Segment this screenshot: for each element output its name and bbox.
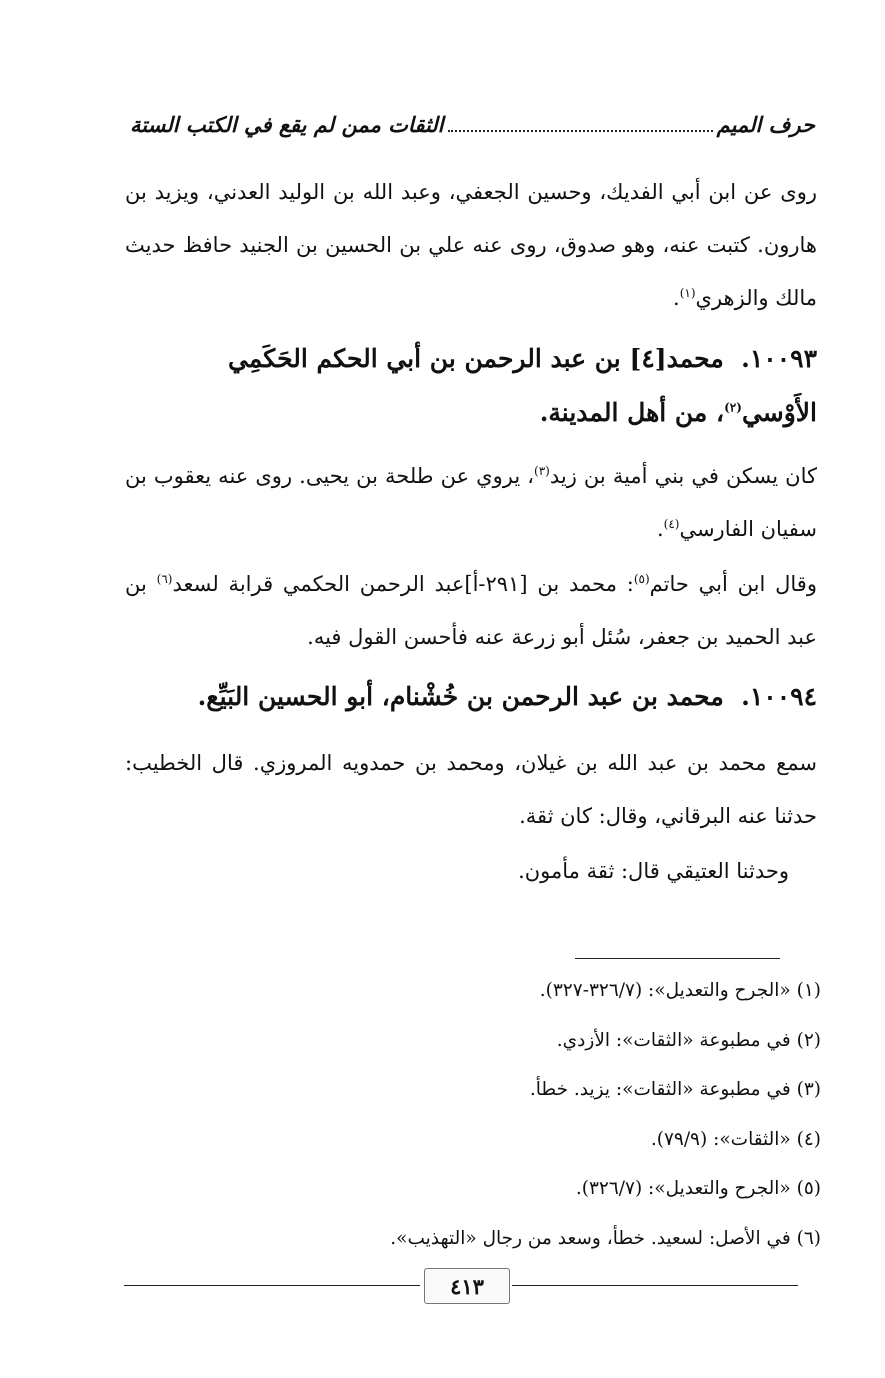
paragraph-text: وقال ابن أبي حاتم bbox=[649, 572, 817, 596]
paragraph-text: روى عن ابن أبي الفديك، وحسين الجعفي، وعبد الله بن الوليد العدني، ويزيد بن هارون. كتبت عنه، وهو صدوق، روى عنه علي بن الحسين بن الجنيد حافظ حديث مالك والزهري bbox=[125, 180, 817, 310]
entry-code: [٤] bbox=[629, 344, 667, 373]
book-title: الثقات ممن لم يقع في الكتب الستة bbox=[130, 112, 444, 137]
entry-name: محمد bbox=[666, 344, 724, 373]
paragraph-text: كان يسكن في بني أمية بن زيد bbox=[549, 464, 817, 488]
paragraph-1 bbox=[125, 166, 817, 325]
entry-name: محمد بن عبد الرحمن بن خُشْنام، أبو الحسين البَيِّع. bbox=[197, 682, 724, 711]
footnote-3: (٣) في مطبوعة «الثقات»: يزيد. خطأ. bbox=[529, 1079, 821, 1100]
folio-rule-right bbox=[512, 1285, 798, 1286]
paragraph-text: ، يروي عن طلحة بن يحيى. روى عنه يعقوب بن سفيان الفارسي bbox=[125, 464, 817, 541]
paragraph-5 bbox=[125, 845, 817, 898]
footnote-ref-5: (٥) bbox=[633, 572, 650, 586]
running-header bbox=[130, 112, 815, 137]
footnote-ref-2: (٢) bbox=[724, 400, 742, 415]
entry-lineage: بن عبد الرحمن بن أبي الحكم الحَكَمِي الأَوْسي bbox=[228, 344, 817, 427]
paragraph-text: بن عبد الحميد بن جعفر، سُئل أبو زرعة عنه فأحسن القول فيه. bbox=[125, 572, 817, 649]
footnote-ref-4: (٤) bbox=[663, 517, 680, 531]
paragraph-text: سمع محمد بن عبد الله بن غيلان، ومحمد بن حمدويه المروزي. قال الخطيب: حدثنا عنه البرقاني، وقال: كان ثقة. bbox=[125, 751, 817, 828]
paragraph-3 bbox=[125, 558, 817, 664]
paragraph-text: وحدثنا العتيقي قال: ثقة مأمون. bbox=[518, 859, 789, 883]
paragraph-2 bbox=[125, 450, 817, 556]
paragraph-text: : محمد بن [٢٩١-أ]عبد الرحمن الحكمي قرابة لسعد bbox=[172, 572, 634, 596]
paragraph-4 bbox=[125, 737, 817, 843]
entry-number: ١٠٠٩٤. bbox=[741, 682, 817, 711]
footnote-ref-1: (١) bbox=[679, 286, 696, 300]
paragraph-end: . bbox=[656, 517, 664, 541]
footnote-2: (٢) في مطبوعة «الثقات»: الأزدي. bbox=[556, 1029, 821, 1051]
chapter-title: حرف الميم bbox=[716, 112, 815, 137]
entry-heading-10093 bbox=[125, 332, 817, 440]
footnote-1: (١) «الجرح والتعديل»: (٣٢٦/٧-٣٢٧). bbox=[539, 980, 821, 1001]
header-dot-leader bbox=[448, 116, 713, 132]
footnote-6: (٦) في الأصل: لسعيد. خطأ، وسعد من رجال «التهذيب». bbox=[390, 1227, 821, 1249]
footnote-ref-6: (٦) bbox=[156, 572, 173, 586]
paragraph-end: . bbox=[673, 286, 680, 310]
footnote-ref-3: (٣) bbox=[534, 464, 550, 478]
folio-rule-left bbox=[124, 1285, 420, 1286]
footnote-4: (٤) «الثقات»: (٧٩/٩). bbox=[650, 1128, 821, 1150]
page-number: ٤١٣ bbox=[424, 1268, 510, 1304]
footnotes-list bbox=[140, 966, 821, 1263]
footnote-separator bbox=[575, 958, 780, 959]
entry-heading-10094 bbox=[125, 670, 817, 724]
entry-origin: ، من أهل المدينة. bbox=[539, 398, 725, 427]
footnote-5: (٥) «الجرح والتعديل»: (٣٢٦/٧). bbox=[575, 1178, 821, 1199]
entry-number: ١٠٠٩٣. bbox=[741, 344, 817, 373]
